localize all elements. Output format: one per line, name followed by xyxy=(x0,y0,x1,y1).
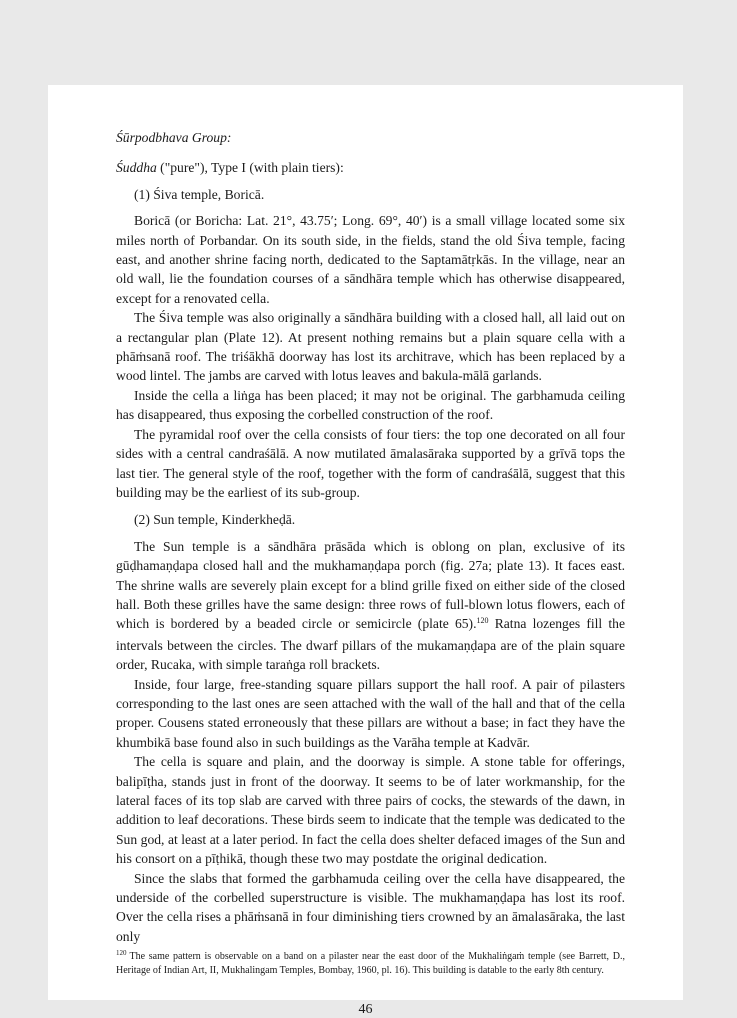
paragraph: Since the slabs that formed the garbhamuda ceiling over the cella have disappeared, the underside of the corbelled superstructure is visible. The mukhamaṇḍapa has lost its roof. Over the cella rises a phāṁsanā in four diminishing tiers crowned by an āmalasāraka, the last only xyxy=(116,870,625,944)
footnote-text: The same pattern is observable on a band on a pilaster near the east door of the Mukhaliṅgaṁ temple (see Barrett, D., Heritage of Indian Art, II, Mukhalingam Temples, Bombay, 1960, pl. 16). This building is datable to the early 8th century. xyxy=(116,951,625,977)
footnote-marker[interactable]: 120 xyxy=(476,616,489,626)
page-body xyxy=(116,128,625,978)
paragraph: The pyramidal roof over the cella consists of four tiers: the top one decorated on all four sides with a central candraśālā. A now mutilated āmalasāraka supported by a grīvā tops the last tier. The general style of the roof, together with the form of candraśālā, suggest that this building may be the earliest of its sub-group. xyxy=(116,426,625,500)
type-term: Śuddha xyxy=(116,160,157,176)
page-number: 46 xyxy=(358,1002,373,1017)
paragraph: Boricā (or Boricha: Lat. 21°, 43.75′; Long. 69°, 40′) is a small village located some six miles north of Porbandar. On its south side, in the fields, stand the old Śiva temple, facing east, and another shrine facing north, dedicated to the Saptamātṛkās. In the village, near an old wall, lie the foundation courses of a sāndhāra temple which has otherwise disappeared, except for a renovated cella. xyxy=(116,213,625,306)
paragraph: The Śiva temple was also originally a sāndhāra building with a closed hall, all laid out on a rectangular plan (Plate 12). At present nothing remains but a plain square cella with a phāṁsanā roof. The triśākhā doorway has lost its architrave, which has been replaced by a wood lintel. The jambs are carved with lotus leaves and bakula-mālā garlands. xyxy=(116,310,625,384)
paragraph: Inside, four large, free-standing square pillars support the hall roof. A pair of pilasters corresponding to the last ones are seen attached with the wall of the hall and that of the cella proper. Cousens stated erroneously that these pillars are without a base; in fact they have the khumbikā base found also in such buildings as the Varāha temple at Kadvār. xyxy=(116,676,625,750)
paragraph: Inside the cella a liṅga has been placed; it may not be original. The garbhamuda ceiling has disappeared, thus exposing the corbelled construction of the roof. xyxy=(116,387,625,423)
paragraph-with-note xyxy=(116,537,625,675)
book-page xyxy=(48,85,683,1017)
group-heading: Śūrpodbhava Group: xyxy=(116,130,232,145)
type-heading xyxy=(116,158,625,177)
paragraph-text: The Sun temple is a sāndhāra prāsāda which is oblong on plan, exclusive of its gūḍhamaṇḍapa closed hall and the mukhamaṇḍapa porch (fig. 27a; plate 13). It faces east. The shrine walls are severely plain except for a blind grille fixed on either side of the closed hall. Both these grilles have the same design: three rows of full-blown lotus flowers, each of which is bordered by a beaded circle or semicircle (plate 65). xyxy=(116,538,625,632)
footnote xyxy=(116,950,625,978)
paragraph-text: Ratna lozenges fill the intervals between the circles. The dwarf pillars of the mukamaṇḍapa are of the plain square order, Rucaka, with simple taraṅga roll brackets. xyxy=(116,616,625,673)
section-heading-siva-temple: (1) Śiva temple, Boricā. xyxy=(134,186,265,202)
paragraph: The cella is square and plain, and the doorway is simple. A stone table for offerings, balipīṭha, stands just in front of the doorway. It seems to be of later workmanship, for the lateral faces of its top slab are carved with three pairs of cocks, the stewards of the dawn, in addition to leaf decorations. These birds seem to indicate that the temple was dedicated to the Sun god, at least at a later period. In fact the cella does shelter defaced images of the Sun and his consort on a pīṭhikā, though these two may postdate the original dedication. xyxy=(116,754,625,867)
section-heading-sun-temple: (2) Sun temple, Kinderkheḍā. xyxy=(134,512,296,528)
footnote-number: 120 xyxy=(116,949,127,958)
section-spacer xyxy=(116,502,625,510)
type-description: ("pure"), Type I (with plain tiers): xyxy=(156,160,344,176)
